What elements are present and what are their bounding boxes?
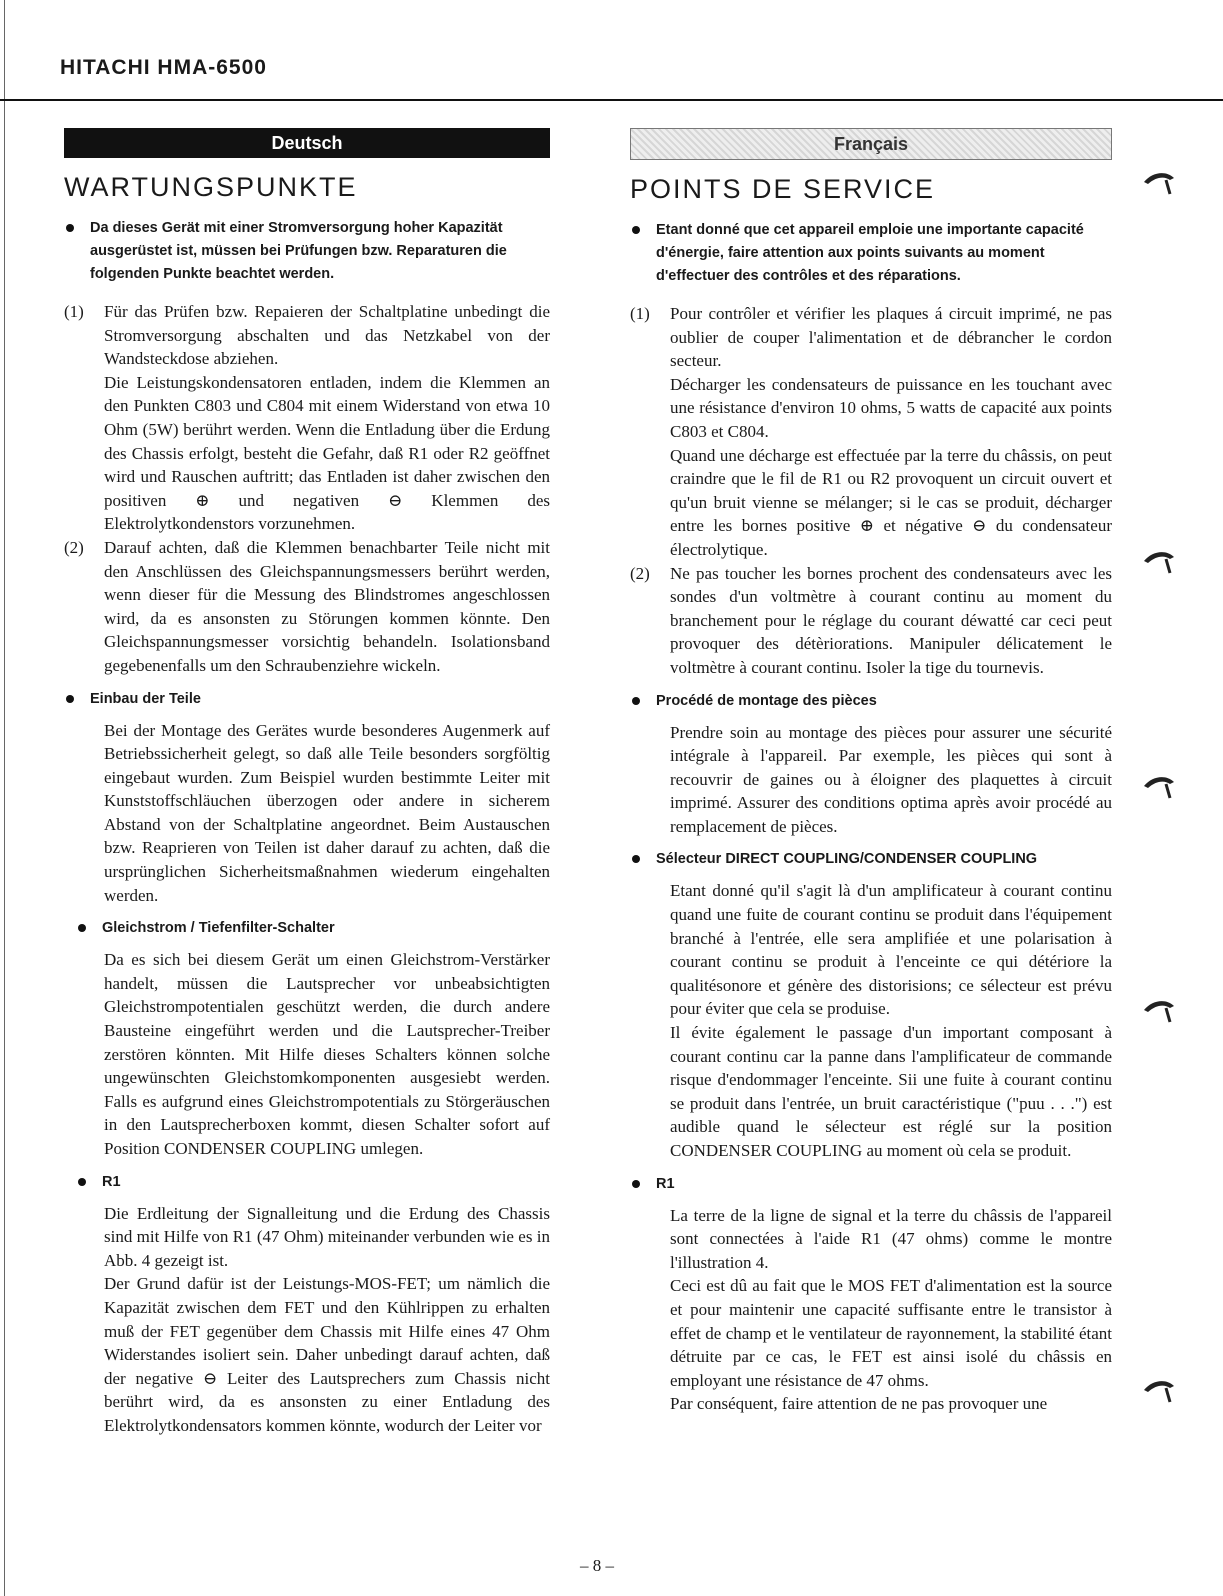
subsection-heading-fr: R1 <box>630 1173 1112 1196</box>
paragraph: Il évite également le passage d'un important composant à courant continu car la panne dans l'amplificateur de commande risque d'endommager l'enceinte. Sii une fuite à courant continu se produit dans l'entrée, un bruit caractéristique ("puu . . .") est audible quand le sélecteur est réglé sur la position CONDENSER COUPLING au moment où cela se produit. <box>670 1023 1112 1160</box>
paragraph: Bei der Montage des Gerätes wurde besonderes Augenmerk auf Betriebssicherheit gelegt, so daß alle Teile besonders sorgföltig eingebaut wurden. Zum Beispiel wurden bestimmte Leiter mit Kunststoffschläuchen überzogen oder andere in sicherem Abstand von der Schaltplatine angeordnet. Beim Austauschen bzw. Reaprieren von Teilen ist daher darauf zu achten, daß die ursprünglichen Sicherheitsmaßnahmen wiederum eingehalten werden. <box>104 720 550 905</box>
paragraph: Die Leistungskondensatoren entladen, indem die Klemmen an den Punkten C803 und C804 mit einem Widerstand von etwa 10 Ohm (5W) berührt werden. Wenn die Entladung über die Erdung des Chassis erfolgt, besteht die Gefahr, daß R1 oder R2 geöffnet wird und Rauschen auftritt; das Entladen ist daher zwischen den positiven ⊕ und negativen ⊖ Klemmen des Elektrolytkondenstors vorzunehmen. <box>104 372 550 534</box>
paragraph: Quand une décharge est effectuée par la terre du châssis, on peut craindre que le fil de R1 ou R2 provoquent un circuit ouvert et qu'un bruit vienne se mélanger; si le cas se produit, décharger entre les bornes positive ⊕ et négative ⊖ du condensateur électrolytique. <box>670 445 1112 559</box>
binder-hole-mark-icon <box>1142 996 1176 1026</box>
subsection-heading-de: Gleichstrom / Tiefenfilter-Schalter <box>76 917 550 940</box>
list-item-1-de <box>64 300 550 536</box>
paragraph: Ne pas toucher les bornes prochent des condensateurs avec les sondes d'un voltmètre à courant continu au moment du branchement pour le réglage du courant déwatté car ceci peut provoquer des détèriorations. Manipuler délicatement le voltmètre à courant continu. Isoler la tige du tournevis. <box>670 563 1112 677</box>
scan-edge-line <box>4 0 5 1596</box>
item-number: (1) <box>64 302 84 321</box>
list-item-2-de <box>64 536 550 678</box>
subsection-heading-fr: Procédé de montage des pièces <box>630 690 1112 713</box>
item-number: (1) <box>630 304 650 323</box>
subsection-heading-de: Einbau der Teile <box>64 688 550 711</box>
paragraph: Etant donné qu'il s'agit là d'un amplificateur à courant continu quand une fuite de courant continu se produit dans l'équipement branché à l'entrée, elle sera amplifiée et une polarisation à courant continu se produit à l'enceinte ce qui détériore la qualitésonore et génère des distorisions; ce sélecteur est prévu pour éviter que cela se produise. <box>670 881 1112 1019</box>
paragraph: La terre de la ligne de signal et la terre du châssis de l'appareil sont connectées à l'aide R1 (47 ohms) comme le montre l'illustration 4. <box>670 1205 1112 1272</box>
paragraph: Ceci est dû au fait que le MOS FET d'alimentation est la source et pour maintenir une capacité suffisante entre le transistor à effet de champ et le ventilateur de rayonnement, la stabilité étant détruite par ce cas, le FET est ainsi isolé du châssis en employant une résistance de 47 ohms. <box>670 1276 1112 1390</box>
page-number: – 8 – <box>580 1556 614 1575</box>
paragraph: Der Grund dafür ist der Leistungs-MOS-FET; um nämlich die Kapazität zwischen dem FET und den Kühlrippen zu erhalten muß der FET gegenüber dem Chassis mit Hilfe eines 47 Ohm Widerstandes isoliert sein. Daher unbedingt darauf achten, daß der negative ⊖ Leiter des Lautsprechers zum Chassis nicht berührt wird, da es ansonsten zu einer Entladung des Elektrolytkondensators kommen könnte, wodurch der Leiter vor <box>104 1274 550 1435</box>
list-item-1-fr <box>630 302 1112 562</box>
paragraph: Pour contrôler et vérifier les plaques á circuit imprimé, ne pas oublier de couper l'alimentation et de débrancher le cordon secteur. <box>670 304 1112 371</box>
paragraph: Da es sich bei diesem Gerät um einen Gleichstrom-Verstärker handelt, müssen die Lautsprecher vor unbeabsichtigten Gleichstrompotentialen geschützt werden, die durch andere Bausteine eingeführt werden und die Lautsprecher-Treiber zerstören könnten. Mit Hilfe dieses Schalters können solche ungewünschten Gleichstomkomponenten ausgesiebt werden. Falls es aufgrund eines Gleichstrompotentials zu Störgeräuschen in den Lautsprecherboxen kommt, diesen Schalter sofort auf Position CONDENSER COUPLING umlegen. <box>104 950 550 1158</box>
binder-hole-mark-icon <box>1142 547 1176 577</box>
subsection-heading-de: R1 <box>76 1171 550 1194</box>
binder-hole-mark-icon <box>1142 772 1176 802</box>
paragraph: Für das Prüfen bzw. Repaieren der Schaltplatine unbedingt die Stromversorgung abschalten und das Netzkabel von der Wandsteckdose abziehen. <box>104 302 550 369</box>
page-header-model: HITACHI HMA-6500 <box>60 56 267 79</box>
paragraph: Par conséquent, faire attention de ne pas provoquer une <box>670 1394 1048 1414</box>
item-number: (2) <box>630 563 650 583</box>
column-deutsch <box>64 128 550 1438</box>
list-item-2-fr <box>630 562 1112 680</box>
language-band-francais: Français <box>630 128 1112 160</box>
paragraph: Die Erdleitung der Signalleitung und die Erdung des Chassis sind mit Hilfe von R1 (47 Ohm) miteinander verbunden wie es in Abb. 4 gezeigt ist. <box>104 1203 550 1270</box>
column-francais <box>630 128 1112 1416</box>
intro-bullet-fr: Etant donné que cet appareil emploie une importante capacité d'énergie, faire attention aux points suivants au moment d'effectuer des contrôles et des réparations. <box>630 219 1112 288</box>
item-number: (2) <box>64 537 84 557</box>
subsection-heading-fr: Sélecteur DIRECT COUPLING/CONDENSER COUPLING <box>630 848 1112 871</box>
paragraph: Décharger les condensateurs de puissance en les touchant avec une résistance d'environ 10 ohms, 5 watts de capacité aux points C803 et C804. <box>670 374 1112 441</box>
paragraph: Darauf achten, daß die Klemmen benachbarter Teile nicht mit den Anschlüssen des Gleichspannungsmessers berührt werden, wenn dieser für die Messung des Blindstromes angeschlossen wird, da es ansonsten zu Störungen kommen könnte. Den Gleichspannungsmesser vorsichtig behandeln. Isolationsband gegebenenfalls um den Schraubenziehre wickeln. <box>104 537 550 675</box>
header-divider <box>0 99 1223 101</box>
paragraph: Prendre soin au montage des pièces pour assurer une sécurité intégrale à l'appareil. Par exemple, les pièces qui sont à recouvrir de gaines ou à éloigner des plaquettes à circuit imprimé. Assurer des conditions optima après avoir procédé au remplacement de pièces. <box>670 722 1112 836</box>
section-title-fr: POINTS DE SERVICE <box>630 174 936 204</box>
intro-bullet-de: Da dieses Gerät mit einer Stromversorgung hoher Kapazität ausgerüstet ist, müssen bei Prüfungen bzw. Reparaturen die folgenden Punkte beachtet werden. <box>64 217 550 286</box>
language-band-deutsch: Deutsch <box>64 128 550 158</box>
binder-hole-mark-icon <box>1142 1376 1176 1406</box>
section-title-de: WARTUNGSPUNKTE <box>64 172 358 202</box>
binder-hole-mark-icon <box>1142 168 1176 198</box>
